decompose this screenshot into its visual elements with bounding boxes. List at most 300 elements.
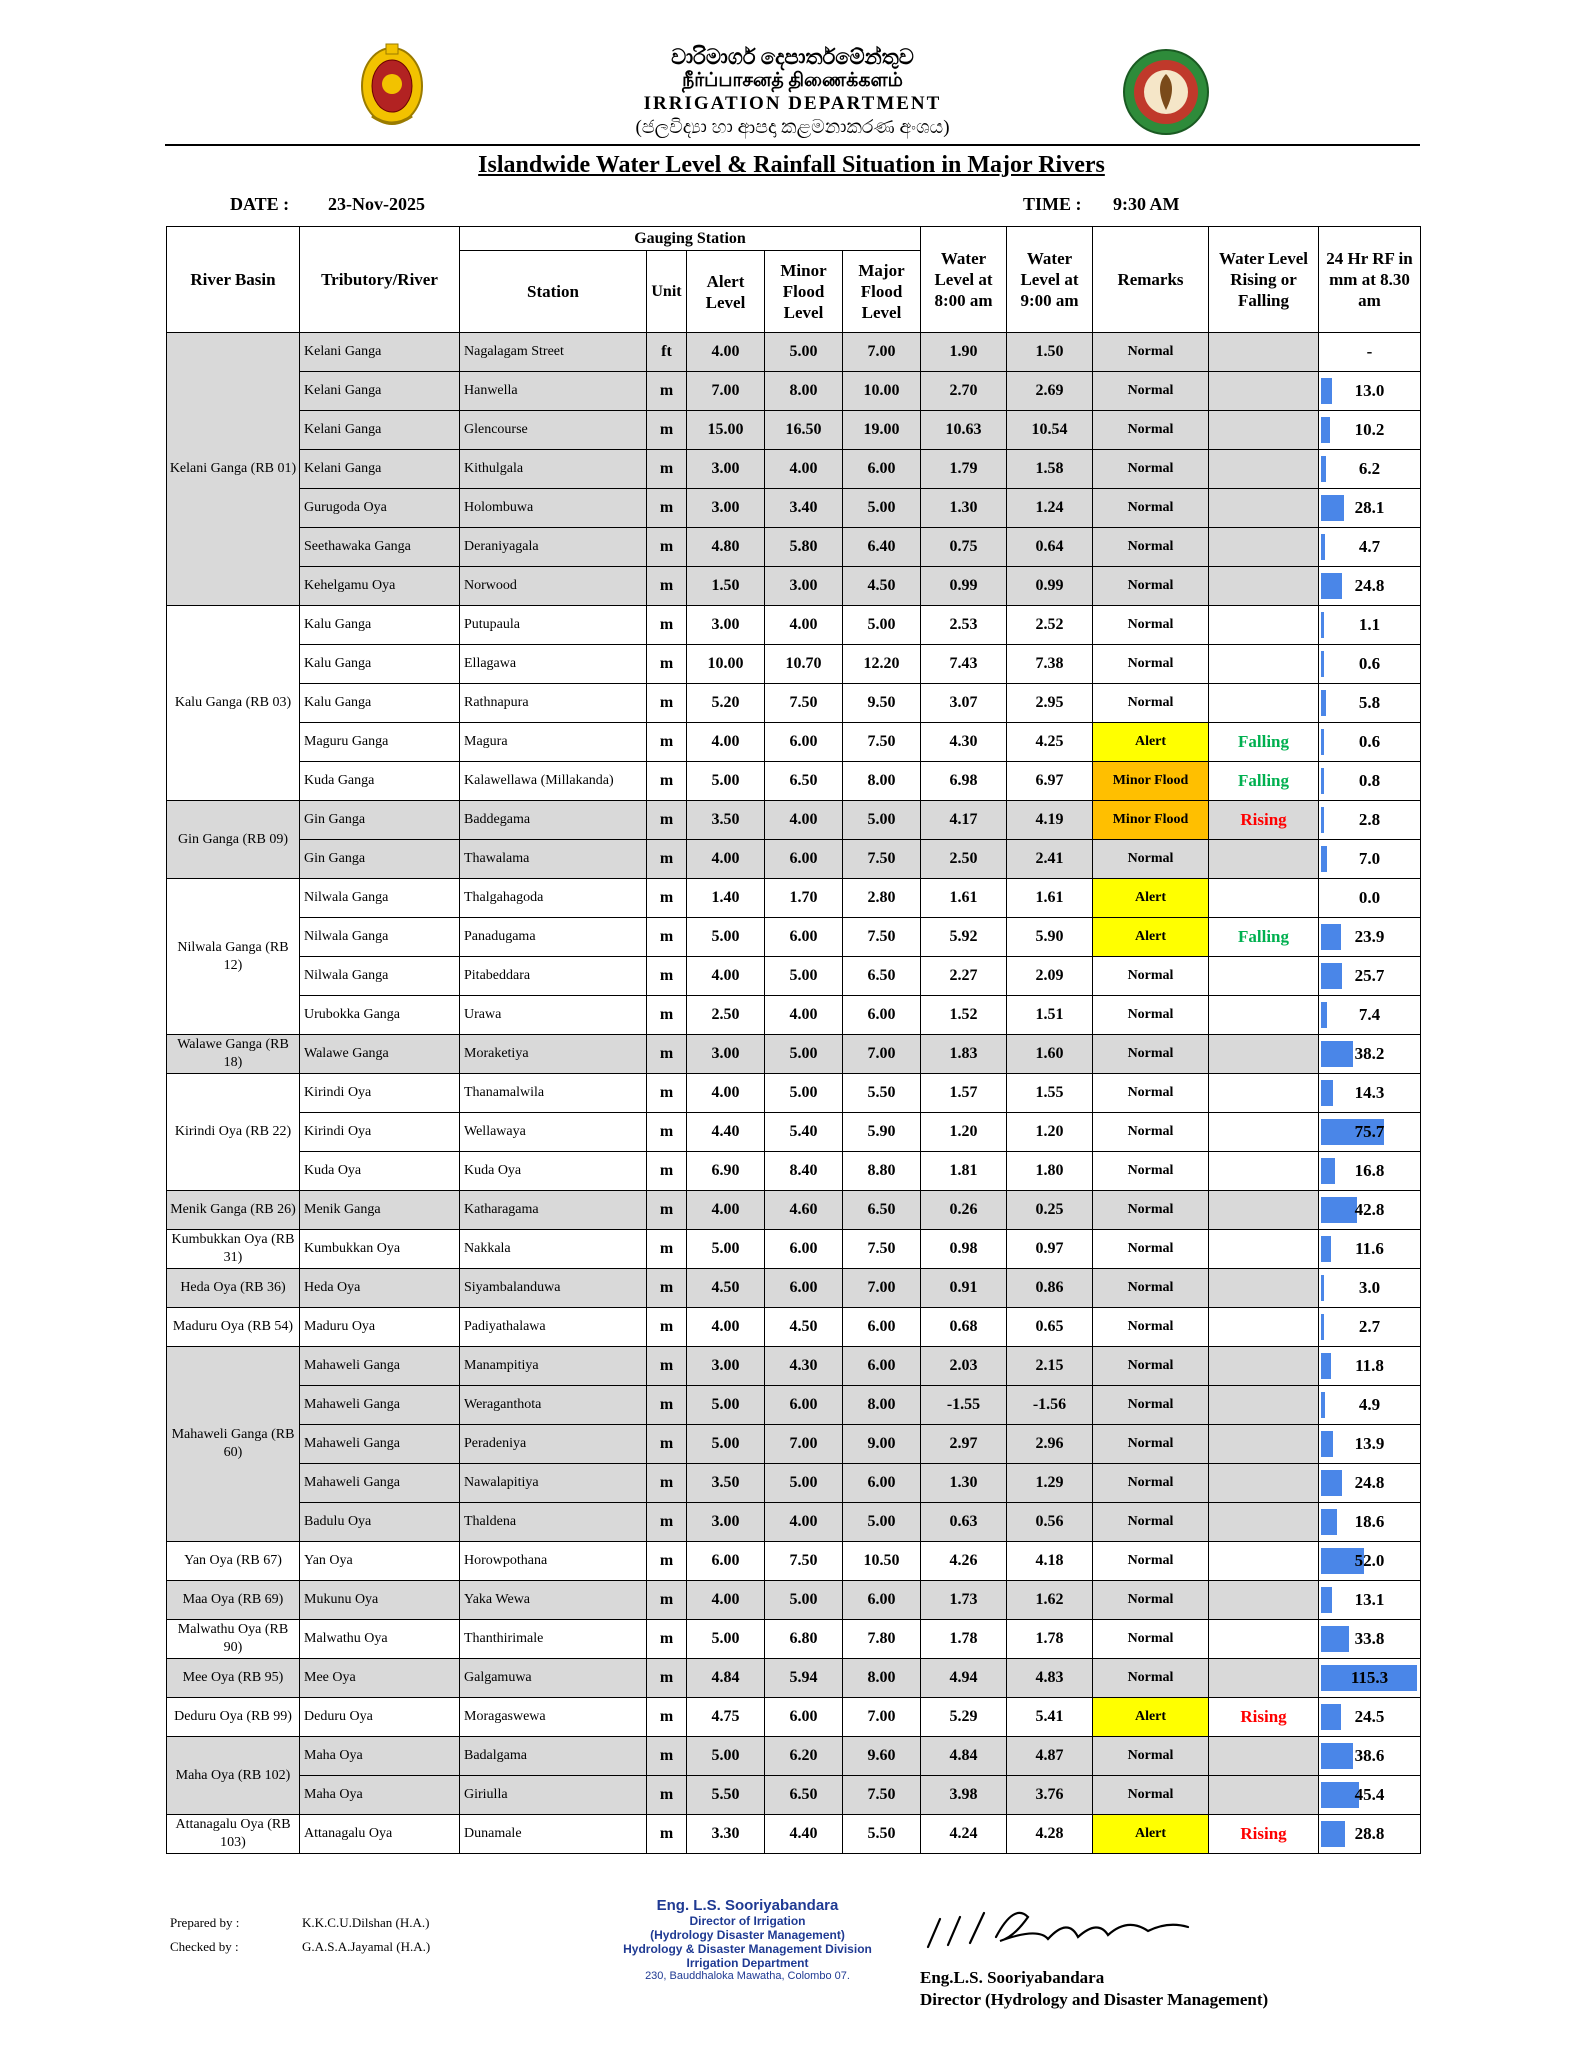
water-level-8am-cell: 0.75 xyxy=(921,528,1007,567)
water-level-8am-cell: 0.26 xyxy=(921,1191,1007,1230)
table-row xyxy=(167,1035,1421,1074)
alert-level-cell: 3.00 xyxy=(687,1347,765,1386)
minor-flood-level-cell: 3.00 xyxy=(765,567,843,606)
water-level-8am-cell: 2.50 xyxy=(921,840,1007,879)
stamp-line: (Hydrology Disaster Management) xyxy=(650,1928,845,1942)
remarks-cell: Normal xyxy=(1093,528,1209,567)
major-flood-level-cell: 4.50 xyxy=(843,567,921,606)
rainfall-cell xyxy=(1319,918,1421,957)
remarks-cell: Normal xyxy=(1093,1737,1209,1776)
minor-flood-level-cell: 6.20 xyxy=(765,1737,843,1776)
minor-flood-level-cell: 6.00 xyxy=(765,918,843,957)
rainfall-cell xyxy=(1319,1035,1421,1074)
station-cell: Manampitiya xyxy=(460,1347,647,1386)
remarks-cell: Normal xyxy=(1093,1659,1209,1698)
trend-cell: Falling xyxy=(1209,723,1319,762)
trend-cell xyxy=(1209,1659,1319,1698)
water-level-9am-cell: 1.80 xyxy=(1007,1152,1093,1191)
major-flood-level-cell: 7.50 xyxy=(843,840,921,879)
water-level-8am-cell: 0.91 xyxy=(921,1269,1007,1308)
minor-flood-level-cell: 6.00 xyxy=(765,1230,843,1269)
trend-cell: Falling xyxy=(1209,918,1319,957)
minor-flood-level-cell: 4.00 xyxy=(765,801,843,840)
major-flood-level-cell: 7.00 xyxy=(843,1035,921,1074)
table-row xyxy=(167,1620,1421,1659)
tributary-cell: Kuda Ganga xyxy=(300,762,460,801)
minor-flood-level-cell: 4.60 xyxy=(765,1191,843,1230)
table-row xyxy=(167,606,1421,645)
rainfall-cell xyxy=(1319,450,1421,489)
official-stamp xyxy=(605,1897,890,1982)
remarks-cell: Normal xyxy=(1093,1347,1209,1386)
water-level-9am-cell: 3.76 xyxy=(1007,1776,1093,1815)
table-row xyxy=(167,1074,1421,1113)
tributary-cell: Mahaweli Ganga xyxy=(300,1386,460,1425)
remarks-cell: Normal xyxy=(1093,840,1209,879)
remarks-cell: Normal xyxy=(1093,1386,1209,1425)
station-cell: Giriulla xyxy=(460,1776,647,1815)
rainfall-value: 18.6 xyxy=(1354,1512,1385,1531)
rainfall-value: 6.2 xyxy=(1358,459,1381,478)
alert-level-cell: 6.90 xyxy=(687,1152,765,1191)
water-level-table-frame xyxy=(166,226,1420,1876)
minor-flood-level-cell: 4.00 xyxy=(765,450,843,489)
water-level-9am-cell: 2.09 xyxy=(1007,957,1093,996)
rainfall-bar xyxy=(1321,1626,1349,1652)
tributary-cell: Kalu Ganga xyxy=(300,645,460,684)
trend-cell xyxy=(1209,1035,1319,1074)
station-cell: Magura xyxy=(460,723,647,762)
tributary-cell: Seethawaka Ganga xyxy=(300,528,460,567)
water-level-8am-cell: 3.07 xyxy=(921,684,1007,723)
major-flood-level-cell: 6.50 xyxy=(843,1191,921,1230)
station-cell: Kuda Oya xyxy=(460,1152,647,1191)
trend-cell xyxy=(1209,684,1319,723)
unit-cell: m xyxy=(647,762,687,801)
rainfall-cell xyxy=(1319,1581,1421,1620)
alert-level-cell: 4.00 xyxy=(687,1191,765,1230)
table-row xyxy=(167,333,1421,372)
report-footer xyxy=(0,1897,1583,2047)
table-row xyxy=(167,684,1421,723)
remarks-cell: Normal xyxy=(1093,567,1209,606)
major-flood-level-cell: 7.00 xyxy=(843,1698,921,1737)
water-level-8am-cell: 5.29 xyxy=(921,1698,1007,1737)
water-level-9am-cell: -1.56 xyxy=(1007,1386,1093,1425)
alert-level-cell: 4.00 xyxy=(687,1308,765,1347)
station-cell: Norwood xyxy=(460,567,647,606)
table-row xyxy=(167,1425,1421,1464)
rainfall-value: 28.8 xyxy=(1354,1824,1385,1843)
stamp-line: Director of Irrigation xyxy=(689,1914,806,1928)
major-flood-level-cell: 6.40 xyxy=(843,528,921,567)
water-level-9am-cell: 1.20 xyxy=(1007,1113,1093,1152)
alert-level-cell: 1.40 xyxy=(687,879,765,918)
tributary-cell: Kuda Oya xyxy=(300,1152,460,1191)
major-flood-level-cell: 8.00 xyxy=(843,1386,921,1425)
unit-cell: m xyxy=(647,1503,687,1542)
water-level-9am-cell: 5.90 xyxy=(1007,918,1093,957)
date-value: 23-Nov-2025 xyxy=(328,194,425,214)
water-level-8am-cell: 1.20 xyxy=(921,1113,1007,1152)
rainfall-cell xyxy=(1319,1815,1421,1854)
remarks-cell: Normal xyxy=(1093,1464,1209,1503)
department-name-sinhala: වාරිමාර්ග දෙපාර්තමේන්තුව xyxy=(671,45,914,69)
rainfall-value: 38.6 xyxy=(1354,1746,1385,1765)
station-cell: Thanthirimale xyxy=(460,1620,647,1659)
rainfall-cell xyxy=(1319,1620,1421,1659)
remarks-cell: Normal xyxy=(1093,1503,1209,1542)
trend-cell xyxy=(1209,528,1319,567)
minor-flood-level-cell: 5.40 xyxy=(765,1113,843,1152)
unit-cell: m xyxy=(647,1737,687,1776)
trend-cell xyxy=(1209,1386,1319,1425)
rainfall-value: 45.4 xyxy=(1354,1785,1385,1804)
table-row xyxy=(167,801,1421,840)
minor-flood-level-cell: 4.00 xyxy=(765,1503,843,1542)
tributary-cell: Gurugoda Oya xyxy=(300,489,460,528)
remarks-cell: Normal xyxy=(1093,1152,1209,1191)
date-label: DATE : xyxy=(230,194,290,214)
river-basin-cell: Kelani Ganga (RB 01) xyxy=(167,333,300,606)
tributary-cell: Mukunu Oya xyxy=(300,1581,460,1620)
station-cell: Thalgahagoda xyxy=(460,879,647,918)
major-flood-level-cell: 2.80 xyxy=(843,879,921,918)
rainfall-bar xyxy=(1321,807,1324,833)
header-divider xyxy=(165,144,1420,146)
minor-flood-level-cell: 5.00 xyxy=(765,1035,843,1074)
remarks-cell: Normal xyxy=(1093,1113,1209,1152)
rainfall-bar xyxy=(1321,612,1324,638)
unit-cell: m xyxy=(647,1464,687,1503)
river-basin-cell: Gin Ganga (RB 09) xyxy=(167,801,300,879)
tributary-cell: Deduru Oya xyxy=(300,1698,460,1737)
tributary-cell: Maguru Ganga xyxy=(300,723,460,762)
stamp-address: 230, Bauddhaloka Mawatha, Colombo 07. xyxy=(645,1970,850,1982)
tributary-cell: Kelani Ganga xyxy=(300,372,460,411)
rainfall-value: 52.0 xyxy=(1354,1551,1385,1570)
header-water-level-8am: Water Level at 8:00 am xyxy=(921,227,1007,333)
trend-cell xyxy=(1209,645,1319,684)
tributary-cell: Yan Oya xyxy=(300,1542,460,1581)
station-cell: Urawa xyxy=(460,996,647,1035)
river-basin-cell: Maduru Oya (RB 54) xyxy=(167,1308,300,1347)
table-row xyxy=(167,996,1421,1035)
water-level-table xyxy=(166,226,1421,1854)
tributary-cell: Kalu Ganga xyxy=(300,684,460,723)
water-level-9am-cell: 1.62 xyxy=(1007,1581,1093,1620)
water-level-9am-cell: 4.28 xyxy=(1007,1815,1093,1854)
minor-flood-level-cell: 6.00 xyxy=(765,840,843,879)
rainfall-value: 24.8 xyxy=(1354,1473,1385,1492)
trend-cell xyxy=(1209,1113,1319,1152)
water-level-8am-cell: 1.73 xyxy=(921,1581,1007,1620)
remarks-cell: Normal xyxy=(1093,1542,1209,1581)
remarks-cell: Normal xyxy=(1093,450,1209,489)
station-cell: Thaldena xyxy=(460,1503,647,1542)
remarks-cell: Alert xyxy=(1093,879,1209,918)
major-flood-level-cell: 7.50 xyxy=(843,1776,921,1815)
tributary-cell: Kelani Ganga xyxy=(300,450,460,489)
rainfall-bar xyxy=(1321,1431,1333,1457)
tributary-cell: Mahaweli Ganga xyxy=(300,1464,460,1503)
rainfall-cell xyxy=(1319,645,1421,684)
river-basin-cell: Maa Oya (RB 69) xyxy=(167,1581,300,1620)
water-level-9am-cell: 1.55 xyxy=(1007,1074,1093,1113)
station-cell: Siyambalanduwa xyxy=(460,1269,647,1308)
header-water-level-9am: Water Level at 9:00 am xyxy=(1007,227,1093,333)
header-remarks: Remarks xyxy=(1093,227,1209,333)
table-row xyxy=(167,1776,1421,1815)
river-basin-cell: Attanagalu Oya (RB 103) xyxy=(167,1815,300,1854)
alert-level-cell: 3.00 xyxy=(687,1503,765,1542)
rainfall-bar xyxy=(1321,495,1344,521)
alert-level-cell: 4.00 xyxy=(687,957,765,996)
rainfall-cell xyxy=(1319,567,1421,606)
major-flood-level-cell: 10.50 xyxy=(843,1542,921,1581)
tributary-cell: Maha Oya xyxy=(300,1776,460,1815)
report-title: Islandwide Water Level & Rainfall Situation in Major Rivers xyxy=(478,152,1105,178)
station-cell: Putupaula xyxy=(460,606,647,645)
major-flood-level-cell: 6.00 xyxy=(843,1581,921,1620)
station-cell: Rathnapura xyxy=(460,684,647,723)
minor-flood-level-cell: 6.00 xyxy=(765,1698,843,1737)
station-cell: Galgamuwa xyxy=(460,1659,647,1698)
alert-level-cell: 7.00 xyxy=(687,372,765,411)
alert-level-cell: 4.50 xyxy=(687,1269,765,1308)
rainfall-value: 0.0 xyxy=(1358,888,1381,907)
unit-cell: m xyxy=(647,1425,687,1464)
rainfall-cell xyxy=(1319,1776,1421,1815)
alert-level-cell: 5.00 xyxy=(687,1620,765,1659)
trend-cell: Rising xyxy=(1209,1815,1319,1854)
stamp-line: Irrigation Department xyxy=(686,1956,809,1970)
rainfall-value: 33.8 xyxy=(1354,1629,1385,1648)
trend-cell xyxy=(1209,450,1319,489)
remarks-cell: Alert xyxy=(1093,1815,1209,1854)
major-flood-level-cell: 9.60 xyxy=(843,1737,921,1776)
alert-level-cell: 3.50 xyxy=(687,801,765,840)
header-alert-level: Alert Level xyxy=(687,251,765,333)
rainfall-cell xyxy=(1319,1074,1421,1113)
station-cell: Yaka Wewa xyxy=(460,1581,647,1620)
major-flood-level-cell: 6.00 xyxy=(843,996,921,1035)
minor-flood-level-cell: 10.70 xyxy=(765,645,843,684)
unit-cell: m xyxy=(647,1191,687,1230)
rainfall-value: 3.0 xyxy=(1358,1278,1381,1297)
table-row xyxy=(167,1269,1421,1308)
station-cell: Ellagawa xyxy=(460,645,647,684)
alert-level-cell: 4.00 xyxy=(687,333,765,372)
unit-cell: m xyxy=(647,1269,687,1308)
unit-cell: m xyxy=(647,840,687,879)
unit-cell: m xyxy=(647,1035,687,1074)
rainfall-value: 11.6 xyxy=(1355,1239,1384,1258)
rainfall-value: 13.9 xyxy=(1354,1434,1385,1453)
station-cell: Kithulgala xyxy=(460,450,647,489)
trend-cell xyxy=(1209,1308,1319,1347)
trend-cell xyxy=(1209,1620,1319,1659)
table-row xyxy=(167,528,1421,567)
unit-cell: m xyxy=(647,1581,687,1620)
alert-level-cell: 5.00 xyxy=(687,1737,765,1776)
trend-cell: Rising xyxy=(1209,801,1319,840)
table-row xyxy=(167,879,1421,918)
table-row xyxy=(167,1308,1421,1347)
minor-flood-level-cell: 7.00 xyxy=(765,1425,843,1464)
minor-flood-level-cell: 5.80 xyxy=(765,528,843,567)
major-flood-level-cell: 9.00 xyxy=(843,1425,921,1464)
minor-flood-level-cell: 3.40 xyxy=(765,489,843,528)
rainfall-bar xyxy=(1321,1275,1324,1301)
alert-level-cell: 4.84 xyxy=(687,1659,765,1698)
minor-flood-level-cell: 6.80 xyxy=(765,1620,843,1659)
water-level-8am-cell: 1.81 xyxy=(921,1152,1007,1191)
tributary-cell: Kirindi Oya xyxy=(300,1113,460,1152)
water-level-9am-cell: 0.97 xyxy=(1007,1230,1093,1269)
trend-cell xyxy=(1209,1191,1319,1230)
river-basin-cell: Menik Ganga (RB 26) xyxy=(167,1191,300,1230)
remarks-cell: Normal xyxy=(1093,996,1209,1035)
alert-level-cell: 4.75 xyxy=(687,1698,765,1737)
water-level-9am-cell: 0.86 xyxy=(1007,1269,1093,1308)
minor-flood-level-cell: 6.50 xyxy=(765,762,843,801)
major-flood-level-cell: 7.50 xyxy=(843,1230,921,1269)
remarks-cell: Normal xyxy=(1093,1581,1209,1620)
tributary-cell: Heda Oya xyxy=(300,1269,460,1308)
rainfall-value: 25.7 xyxy=(1354,966,1385,985)
major-flood-level-cell: 5.00 xyxy=(843,1503,921,1542)
water-level-9am-cell: 4.87 xyxy=(1007,1737,1093,1776)
trend-cell xyxy=(1209,1737,1319,1776)
water-level-8am-cell: 2.70 xyxy=(921,372,1007,411)
water-level-9am-cell: 2.52 xyxy=(1007,606,1093,645)
trend-cell xyxy=(1209,1542,1319,1581)
water-level-8am-cell: 4.24 xyxy=(921,1815,1007,1854)
major-flood-level-cell: 5.50 xyxy=(843,1815,921,1854)
rainfall-value: 38.2 xyxy=(1354,1044,1385,1063)
trend-cell xyxy=(1209,1503,1319,1542)
water-level-8am-cell: 1.30 xyxy=(921,489,1007,528)
rainfall-cell xyxy=(1319,684,1421,723)
water-level-9am-cell: 1.51 xyxy=(1007,996,1093,1035)
minor-flood-level-cell: 16.50 xyxy=(765,411,843,450)
table-row xyxy=(167,645,1421,684)
unit-cell: m xyxy=(647,801,687,840)
rainfall-value: 28.1 xyxy=(1354,498,1385,517)
unit-cell: m xyxy=(647,1815,687,1854)
minor-flood-level-cell: 6.00 xyxy=(765,1269,843,1308)
alert-level-cell: 2.50 xyxy=(687,996,765,1035)
water-level-9am-cell: 2.41 xyxy=(1007,840,1093,879)
major-flood-level-cell: 8.00 xyxy=(843,1659,921,1698)
rainfall-value: 7.4 xyxy=(1358,1005,1381,1024)
table-row xyxy=(167,1737,1421,1776)
river-basin-cell: Kirindi Oya (RB 22) xyxy=(167,1074,300,1191)
unit-cell: m xyxy=(647,1659,687,1698)
table-row xyxy=(167,840,1421,879)
major-flood-level-cell: 7.00 xyxy=(843,333,921,372)
header-station: Station xyxy=(460,251,647,333)
major-flood-level-cell: 9.50 xyxy=(843,684,921,723)
water-level-8am-cell: 2.27 xyxy=(921,957,1007,996)
tributary-cell: Kelani Ganga xyxy=(300,411,460,450)
time-label: TIME : xyxy=(1023,194,1082,214)
unit-cell: m xyxy=(647,879,687,918)
rainfall-value: 10.2 xyxy=(1354,420,1385,439)
major-flood-level-cell: 5.50 xyxy=(843,1074,921,1113)
unit-cell: m xyxy=(647,1152,687,1191)
checked-by-label: Checked by : xyxy=(170,1939,239,1954)
table-row xyxy=(167,1659,1421,1698)
table-row xyxy=(167,762,1421,801)
water-level-8am-cell: 1.83 xyxy=(921,1035,1007,1074)
alert-level-cell: 3.00 xyxy=(687,1035,765,1074)
rainfall-value: 23.9 xyxy=(1354,927,1385,946)
remarks-cell: Minor Flood xyxy=(1093,801,1209,840)
alert-level-cell: 3.30 xyxy=(687,1815,765,1854)
table-row xyxy=(167,489,1421,528)
rainfall-value: 2.7 xyxy=(1358,1317,1381,1336)
table-row xyxy=(167,957,1421,996)
water-level-8am-cell: 0.63 xyxy=(921,1503,1007,1542)
remarks-cell: Alert xyxy=(1093,918,1209,957)
trend-cell xyxy=(1209,567,1319,606)
table-row xyxy=(167,723,1421,762)
rainfall-value: 4.7 xyxy=(1358,537,1381,556)
station-cell: Deraniyagala xyxy=(460,528,647,567)
minor-flood-level-cell: 5.94 xyxy=(765,1659,843,1698)
unit-cell: m xyxy=(647,1308,687,1347)
water-level-8am-cell: 5.92 xyxy=(921,918,1007,957)
rainfall-bar xyxy=(1321,963,1342,989)
table-row xyxy=(167,1152,1421,1191)
tributary-cell: Maduru Oya xyxy=(300,1308,460,1347)
major-flood-level-cell: 12.20 xyxy=(843,645,921,684)
tributary-cell: Nilwala Ganga xyxy=(300,918,460,957)
rainfall-bar xyxy=(1321,1353,1331,1379)
major-flood-level-cell: 6.00 xyxy=(843,1347,921,1386)
minor-flood-level-cell: 5.00 xyxy=(765,333,843,372)
unit-cell: m xyxy=(647,567,687,606)
water-level-9am-cell: 1.60 xyxy=(1007,1035,1093,1074)
minor-flood-level-cell: 7.50 xyxy=(765,1542,843,1581)
rainfall-cell xyxy=(1319,1737,1421,1776)
minor-flood-level-cell: 4.00 xyxy=(765,606,843,645)
table-row xyxy=(167,372,1421,411)
minor-flood-level-cell: 4.30 xyxy=(765,1347,843,1386)
rainfall-cell xyxy=(1319,1269,1421,1308)
rainfall-value: 2.8 xyxy=(1358,810,1381,829)
trend-cell xyxy=(1209,1152,1319,1191)
rainfall-value: 7.0 xyxy=(1358,849,1381,868)
table-row xyxy=(167,918,1421,957)
tributary-cell: Badulu Oya xyxy=(300,1503,460,1542)
rainfall-value: 24.8 xyxy=(1354,576,1385,595)
unit-cell: m xyxy=(647,411,687,450)
rainfall-value: 1.1 xyxy=(1358,615,1381,634)
rainfall-cell xyxy=(1319,1152,1421,1191)
alert-level-cell: 4.40 xyxy=(687,1113,765,1152)
major-flood-level-cell: 7.50 xyxy=(843,723,921,762)
rainfall-value: 0.6 xyxy=(1358,654,1381,673)
water-level-9am-cell: 4.25 xyxy=(1007,723,1093,762)
table-row xyxy=(167,1698,1421,1737)
table-row xyxy=(167,567,1421,606)
rainfall-cell xyxy=(1319,1698,1421,1737)
station-cell: Nagalagam Street xyxy=(460,333,647,372)
trend-cell xyxy=(1209,996,1319,1035)
